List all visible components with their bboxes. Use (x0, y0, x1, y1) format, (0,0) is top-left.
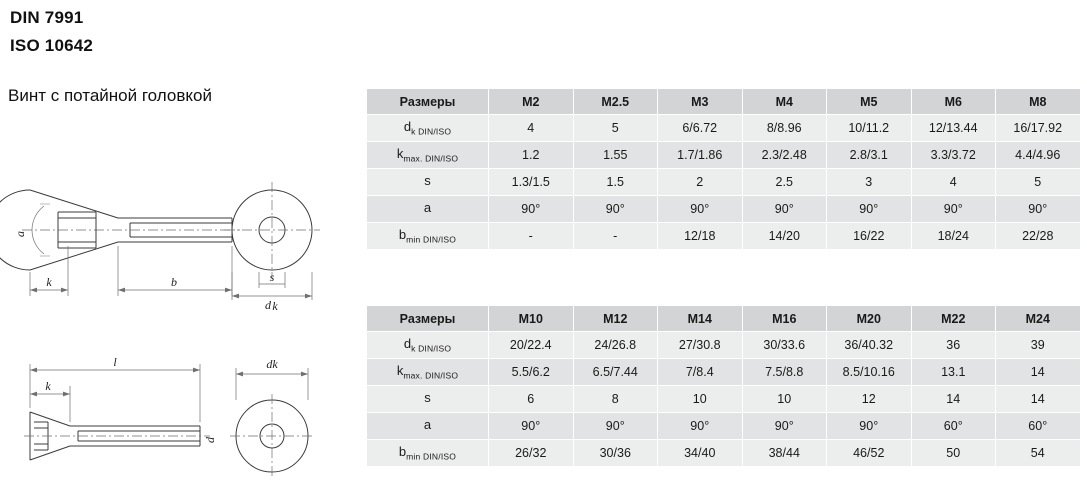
row-label-sub: min DIN/ISO (406, 451, 457, 462)
table1-r4c5: 18/24 (911, 223, 996, 250)
table1-r4c3: 14/20 (742, 223, 827, 250)
table1-r3c2: 90° (658, 196, 743, 223)
drawing-top-label-k: k (46, 275, 52, 289)
table2-r3c6: 60° (996, 413, 1081, 440)
table2-r1c5: 13.1 (911, 359, 996, 386)
table2-r2c4: 12 (827, 386, 912, 413)
drawing-top-label-b: b (171, 275, 177, 289)
table1-r4c1: - (573, 223, 658, 250)
table2-r4c0: 26/32 (489, 440, 574, 467)
table2-r1c3: 7.5/8.8 (742, 359, 827, 386)
drawing-top-label-dk: d (265, 298, 271, 310)
drawing-top-label-s: s (269, 270, 275, 284)
table2-r2c1: 8 (573, 386, 658, 413)
row-label-main: s (424, 390, 431, 406)
table2-row0-label (367, 332, 489, 359)
table1-r4c2: 12/18 (658, 223, 743, 250)
row-label-main: b (398, 227, 407, 243)
table2-r3c1: 90° (573, 413, 658, 440)
table1-r3c4: 90° (827, 196, 912, 223)
row-label-main: a (423, 417, 432, 433)
row-label-main: d (403, 119, 412, 135)
table-row (367, 142, 1081, 169)
table2-r4c1: 30/36 (573, 440, 658, 467)
table2-header-6: M22 (911, 306, 996, 332)
table1-r2c3: 2.5 (742, 169, 827, 196)
table2-r4c3: 38/44 (742, 440, 827, 467)
row-label-sub: min DIN/ISO (406, 234, 457, 245)
table2-r3c4: 90° (827, 413, 912, 440)
table1-r0c6: 16/17.92 (996, 115, 1081, 142)
table1-r4c4: 16/22 (827, 223, 912, 250)
table1-r2c2: 2 (658, 169, 743, 196)
table2-r1c4: 8.5/10.16 (827, 359, 912, 386)
row-label-main: a (423, 200, 432, 216)
table2-r1c0: 5.5/6.2 (489, 359, 574, 386)
row-label-main: k (396, 146, 404, 162)
table2-header-4: M16 (742, 306, 827, 332)
table2-header-7: M24 (996, 306, 1081, 332)
table1-r0c3: 8/8.96 (742, 115, 827, 142)
left-column (0, 0, 362, 500)
dimensions-table-small (366, 88, 1081, 250)
table2-r0c5: 36 (911, 332, 996, 359)
table1-row2-label (367, 169, 489, 196)
row-label-sub: k DIN/ISO (411, 343, 452, 354)
table1-header-6: M6 (911, 89, 996, 115)
table2-header-1: M10 (489, 306, 574, 332)
row-label-main: b (398, 444, 407, 460)
table1-r2c4: 3 (827, 169, 912, 196)
table1-r1c4: 2.8/3.1 (827, 142, 912, 169)
row-label-sub: k DIN/ISO (411, 126, 452, 137)
table1-r1c1: 1.55 (573, 142, 658, 169)
table2-r1c2: 7/8.4 (658, 359, 743, 386)
table1-r4c6: 22/28 (996, 223, 1081, 250)
table1-r3c3: 90° (742, 196, 827, 223)
table2-r3c3: 90° (742, 413, 827, 440)
table1-r1c5: 3.3/3.72 (911, 142, 996, 169)
table2-header-2: M12 (573, 306, 658, 332)
table1-header-4: M4 (742, 89, 827, 115)
table2-r3c5: 60° (911, 413, 996, 440)
table2-r0c3: 30/33.6 (742, 332, 827, 359)
drawing-top-label-a: a (13, 231, 27, 237)
table-header-row (367, 306, 1081, 332)
table2-r3c2: 90° (658, 413, 743, 440)
drawing-top-label-dk-sub: k (272, 299, 278, 310)
table1-r1c6: 4.4/4.96 (996, 142, 1081, 169)
table-row (367, 386, 1081, 413)
table1-r2c6: 5 (996, 169, 1081, 196)
screw-top-svg (0, 160, 340, 310)
table1-r1c2: 1.7/1.86 (658, 142, 743, 169)
table1-header-0: Размеры (367, 89, 489, 115)
table1-r0c2: 6/6.72 (658, 115, 743, 142)
table2-r0c0: 20/22.4 (489, 332, 574, 359)
drawing-side-view-top (0, 160, 340, 315)
table1-r1c0: 1.2 (489, 142, 574, 169)
table1-row0-label (367, 115, 489, 142)
row-label-main: k (396, 363, 404, 379)
table1-r2c5: 4 (911, 169, 996, 196)
row-label-main: s (424, 173, 431, 189)
drawing-bottom-label-l: l (113, 355, 117, 369)
row-label-sub: max. DIN/ISO (403, 153, 459, 164)
table2-r0c2: 27/30.8 (658, 332, 743, 359)
table1-r3c6: 90° (996, 196, 1081, 223)
table2-r1c6: 14 (996, 359, 1081, 386)
table2-r0c6: 39 (996, 332, 1081, 359)
table1-r3c1: 90° (573, 196, 658, 223)
table1-row3-label (367, 196, 489, 223)
table1-header-5: M5 (827, 89, 912, 115)
standard-title-iso: ISO 10642 (10, 36, 94, 55)
table2-row3-label (367, 413, 489, 440)
table2-r2c6: 14 (996, 386, 1081, 413)
dimensions-table-large (366, 305, 1081, 467)
table1-r0c0: 4 (489, 115, 574, 142)
table1-r0c1: 5 (573, 115, 658, 142)
table-row (367, 413, 1081, 440)
table2-r2c0: 6 (489, 386, 574, 413)
row-label-main: d (403, 336, 412, 352)
table2-r0c4: 36/40.32 (827, 332, 912, 359)
table1-r3c5: 90° (911, 196, 996, 223)
table2-row2-label (367, 386, 489, 413)
table2-r4c4: 46/52 (827, 440, 912, 467)
table-row (367, 223, 1081, 250)
drawing-bottom-label-dk: dk (266, 357, 278, 371)
table1-r2c1: 1.5 (573, 169, 658, 196)
drawing-bottom-label-d: d (203, 437, 217, 443)
drawing-side-view-bottom (0, 350, 340, 500)
table-row (367, 332, 1081, 359)
row-label-sub: max. DIN/ISO (403, 370, 459, 381)
table1-r0c4: 10/11.2 (827, 115, 912, 142)
table-row (367, 169, 1081, 196)
table2-header-0: Размеры (367, 306, 489, 332)
table1-r3c0: 90° (489, 196, 574, 223)
table2-r0c1: 24/26.8 (573, 332, 658, 359)
table2-r2c5: 14 (911, 386, 996, 413)
table-row (367, 115, 1081, 142)
table2-header-3: M14 (658, 306, 743, 332)
table-row (367, 359, 1081, 386)
table2-r4c5: 50 (911, 440, 996, 467)
table2-r2c2: 10 (658, 386, 743, 413)
screw-bottom-svg (0, 350, 340, 495)
table1-header-7: M8 (996, 89, 1081, 115)
table1-row1-label (367, 142, 489, 169)
table2-r4c6: 54 (996, 440, 1081, 467)
table2-header-5: M20 (827, 306, 912, 332)
table-row (367, 440, 1081, 467)
standard-title-din: DIN 7991 (10, 8, 84, 27)
table2-row4-label (367, 440, 489, 467)
table2-r4c2: 34/40 (658, 440, 743, 467)
table1-header-1: M2 (489, 89, 574, 115)
table2-r3c0: 90° (489, 413, 574, 440)
table2-r2c3: 10 (742, 386, 827, 413)
product-description: Винт с потайной головкой (8, 86, 212, 105)
table1-r0c5: 12/13.44 (911, 115, 996, 142)
drawing-bottom-label-k: k (45, 379, 51, 393)
table-row (367, 196, 1081, 223)
table-header-row (367, 89, 1081, 115)
table2-row1-label (367, 359, 489, 386)
table1-header-2: M2.5 (573, 89, 658, 115)
table1-header-3: M3 (658, 89, 743, 115)
table2-r1c1: 6.5/7.44 (573, 359, 658, 386)
table1-r1c3: 2.3/2.48 (742, 142, 827, 169)
table1-r2c0: 1.3/1.5 (489, 169, 574, 196)
table1-r4c0: - (489, 223, 574, 250)
table1-row4-label (367, 223, 489, 250)
